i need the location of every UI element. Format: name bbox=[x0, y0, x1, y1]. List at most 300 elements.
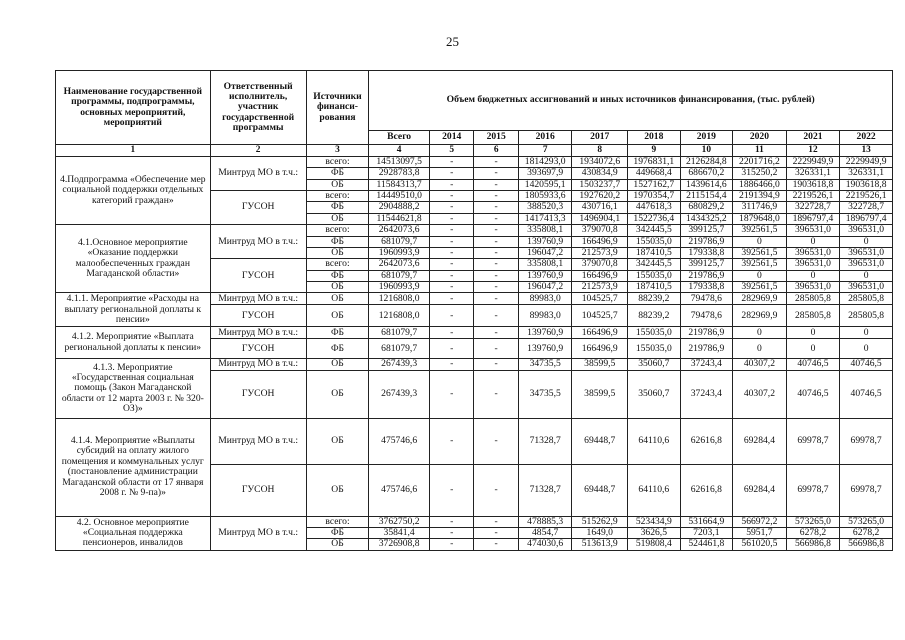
value-cell: 38599,5 bbox=[572, 370, 628, 418]
value-cell: 396531,0 bbox=[840, 225, 893, 236]
value-cell: 396531,0 bbox=[840, 259, 893, 270]
value-cell: 379070,8 bbox=[572, 259, 628, 270]
value-cell: - bbox=[429, 247, 473, 258]
value-cell: 0 bbox=[840, 236, 893, 247]
value-cell: 326331,1 bbox=[786, 168, 840, 179]
value-cell: 40746,5 bbox=[786, 359, 840, 370]
value-cell: - bbox=[474, 202, 518, 213]
source-cell: ФБ bbox=[306, 270, 369, 281]
value-cell: 393697,9 bbox=[518, 168, 572, 179]
value-cell: 449668,4 bbox=[628, 168, 681, 179]
source-cell: ОБ bbox=[306, 281, 369, 292]
value-cell: 573265,0 bbox=[786, 516, 840, 527]
column-number: 10 bbox=[680, 145, 733, 157]
value-cell: 379070,8 bbox=[572, 225, 628, 236]
value-cell: 478885,3 bbox=[518, 516, 572, 527]
value-cell: 64110,6 bbox=[628, 418, 681, 464]
value-cell: - bbox=[474, 327, 518, 339]
value-cell: 524461,8 bbox=[680, 539, 733, 550]
value-cell: 315250,2 bbox=[733, 168, 787, 179]
value-cell: 430834,9 bbox=[572, 168, 628, 179]
value-cell: 396531,0 bbox=[786, 259, 840, 270]
value-cell: 1970354,7 bbox=[628, 191, 681, 202]
value-cell: 71328,7 bbox=[518, 464, 572, 516]
value-cell: - bbox=[474, 293, 518, 305]
table-row bbox=[56, 157, 893, 168]
value-cell: 40307,2 bbox=[733, 370, 787, 418]
program-name: 4.Подпрограмма «Обеспечение мер социальной поддержки отдельных категорий граждан» bbox=[56, 157, 211, 225]
value-cell: 155035,0 bbox=[628, 270, 681, 281]
value-cell: 474030,6 bbox=[518, 539, 572, 550]
value-cell: - bbox=[429, 179, 473, 190]
value-cell: 139760,9 bbox=[518, 270, 572, 281]
value-cell: - bbox=[474, 528, 518, 539]
value-cell: 2642073,6 bbox=[369, 225, 430, 236]
value-cell: 1960993,9 bbox=[369, 281, 430, 292]
value-cell: 681079,7 bbox=[369, 270, 430, 281]
value-cell: - bbox=[429, 202, 473, 213]
value-cell: 37243,4 bbox=[680, 370, 733, 418]
value-cell: 392561,5 bbox=[733, 247, 787, 258]
value-cell: 1417413,3 bbox=[518, 213, 572, 224]
value-cell: 566986,8 bbox=[840, 539, 893, 550]
header-executor: Ответственный исполнитель, участник государственной программы bbox=[210, 71, 306, 145]
table-row bbox=[56, 418, 893, 464]
value-cell: 69978,7 bbox=[840, 464, 893, 516]
value-cell: 396531,0 bbox=[786, 281, 840, 292]
program-name: 4.2. Основное мероприятие «Социальная поддержка пенсионеров, инвалидов bbox=[56, 516, 211, 550]
value-cell: 88239,2 bbox=[628, 293, 681, 305]
source-cell: ФБ bbox=[306, 236, 369, 247]
value-cell: 1503237,7 bbox=[572, 179, 628, 190]
page-number: 25 bbox=[446, 34, 459, 49]
source-cell: ОБ bbox=[306, 359, 369, 370]
value-cell: 38599,5 bbox=[572, 359, 628, 370]
source-cell: ОБ bbox=[306, 293, 369, 305]
value-cell: 399125,7 bbox=[680, 225, 733, 236]
value-cell: 34735,5 bbox=[518, 370, 572, 418]
value-cell: 392561,5 bbox=[733, 259, 787, 270]
value-cell: 69978,7 bbox=[786, 418, 840, 464]
executor-cell: Минтруд МО в т.ч.: bbox=[210, 516, 306, 550]
executor-cell: Минтруд МО в т.ч.: bbox=[210, 157, 306, 191]
value-cell: 35060,7 bbox=[628, 359, 681, 370]
table-row bbox=[56, 293, 893, 305]
value-cell: 1814293,0 bbox=[518, 157, 572, 168]
source-cell: всего: bbox=[306, 225, 369, 236]
value-cell: 2115154,4 bbox=[680, 191, 733, 202]
column-number: 4 bbox=[369, 145, 430, 157]
value-cell: 71328,7 bbox=[518, 418, 572, 464]
value-cell: 212573,9 bbox=[572, 281, 628, 292]
value-cell: 2201716,2 bbox=[733, 157, 787, 168]
value-cell: - bbox=[474, 370, 518, 418]
value-cell: 475746,6 bbox=[369, 418, 430, 464]
value-cell: 311746,9 bbox=[733, 202, 787, 213]
value-cell: 40746,5 bbox=[840, 370, 893, 418]
value-cell: 40746,5 bbox=[840, 359, 893, 370]
value-cell: 681079,7 bbox=[369, 327, 430, 339]
column-number: 6 bbox=[474, 145, 518, 157]
value-cell: 69448,7 bbox=[572, 418, 628, 464]
value-cell: 11584313,7 bbox=[369, 179, 430, 190]
value-cell: - bbox=[474, 213, 518, 224]
value-cell: 1496904,1 bbox=[572, 213, 628, 224]
source-cell: всего: bbox=[306, 157, 369, 168]
table-row bbox=[56, 327, 893, 339]
header-year: 2020 bbox=[733, 131, 787, 145]
value-cell: 5951,7 bbox=[733, 528, 787, 539]
value-cell: 681079,7 bbox=[369, 236, 430, 247]
value-cell: 1896797,4 bbox=[786, 213, 840, 224]
value-cell: - bbox=[474, 247, 518, 258]
value-cell: 104525,7 bbox=[572, 305, 628, 327]
value-cell: 2219526,1 bbox=[840, 191, 893, 202]
value-cell: 139760,9 bbox=[518, 327, 572, 339]
executor-cell: ГУСОН bbox=[210, 339, 306, 359]
value-cell: 267439,3 bbox=[369, 370, 430, 418]
value-cell: 0 bbox=[733, 236, 787, 247]
value-cell: 285805,8 bbox=[840, 293, 893, 305]
value-cell: 2904888,2 bbox=[369, 202, 430, 213]
header-source: Источники финанси-рования bbox=[306, 71, 369, 145]
value-cell: - bbox=[429, 528, 473, 539]
source-cell: ОБ bbox=[306, 539, 369, 550]
value-cell: 392561,5 bbox=[733, 225, 787, 236]
value-cell: 1976831,1 bbox=[628, 157, 681, 168]
value-cell: 566972,2 bbox=[733, 516, 787, 527]
value-cell: 447618,3 bbox=[628, 202, 681, 213]
value-cell: 686670,2 bbox=[680, 168, 733, 179]
value-cell: 2229949,9 bbox=[840, 157, 893, 168]
value-cell: 0 bbox=[786, 339, 840, 359]
value-cell: 1927620,2 bbox=[572, 191, 628, 202]
value-cell: 0 bbox=[733, 339, 787, 359]
column-number: 3 bbox=[306, 145, 369, 157]
executor-cell: ГУСОН bbox=[210, 191, 306, 225]
executor-cell: ГУСОН bbox=[210, 259, 306, 293]
value-cell: 285805,8 bbox=[786, 305, 840, 327]
column-number: 13 bbox=[840, 145, 893, 157]
value-cell: 1434325,2 bbox=[680, 213, 733, 224]
value-cell: - bbox=[429, 225, 473, 236]
value-cell: - bbox=[429, 327, 473, 339]
value-cell: 34735,5 bbox=[518, 359, 572, 370]
header-year: Всего bbox=[369, 131, 430, 145]
column-number: 7 bbox=[518, 145, 572, 157]
value-cell: 166496,9 bbox=[572, 339, 628, 359]
value-cell: 1886466,0 bbox=[733, 179, 787, 190]
value-cell: 219786,9 bbox=[680, 270, 733, 281]
executor-cell: Минтруд МО в т.ч.: bbox=[210, 327, 306, 339]
value-cell: 69978,7 bbox=[840, 418, 893, 464]
value-cell: - bbox=[429, 157, 473, 168]
value-cell: 11544621,8 bbox=[369, 213, 430, 224]
value-cell: 322728,7 bbox=[840, 202, 893, 213]
value-cell: - bbox=[474, 305, 518, 327]
value-cell: - bbox=[474, 157, 518, 168]
value-cell: - bbox=[474, 418, 518, 464]
value-cell: 219786,9 bbox=[680, 339, 733, 359]
value-cell: 2219526,1 bbox=[786, 191, 840, 202]
value-cell: - bbox=[429, 464, 473, 516]
value-cell: 2642073,6 bbox=[369, 259, 430, 270]
value-cell: 3626,5 bbox=[628, 528, 681, 539]
value-cell: 282969,9 bbox=[733, 305, 787, 327]
value-cell: 155035,0 bbox=[628, 339, 681, 359]
value-cell: - bbox=[429, 191, 473, 202]
value-cell: 0 bbox=[840, 270, 893, 281]
value-cell: - bbox=[429, 281, 473, 292]
value-cell: 1805933,6 bbox=[518, 191, 572, 202]
value-cell: 62616,8 bbox=[680, 464, 733, 516]
source-cell: ФБ bbox=[306, 202, 369, 213]
value-cell: 1527162,7 bbox=[628, 179, 681, 190]
value-cell: - bbox=[429, 516, 473, 527]
value-cell: 79478,6 bbox=[680, 305, 733, 327]
value-cell: 179338,8 bbox=[680, 281, 733, 292]
column-number: 11 bbox=[733, 145, 787, 157]
value-cell: 399125,7 bbox=[680, 259, 733, 270]
value-cell: 7203,1 bbox=[680, 528, 733, 539]
executor-cell: Минтруд МО в т.ч.: bbox=[210, 293, 306, 305]
value-cell: 1934072,6 bbox=[572, 157, 628, 168]
column-number: 9 bbox=[628, 145, 681, 157]
value-cell: 680829,2 bbox=[680, 202, 733, 213]
value-cell: - bbox=[429, 539, 473, 550]
source-cell: ОБ bbox=[306, 370, 369, 418]
source-cell: ОБ bbox=[306, 213, 369, 224]
value-cell: - bbox=[429, 236, 473, 247]
value-cell: 1960993,9 bbox=[369, 247, 430, 258]
column-number: 1 bbox=[56, 145, 211, 157]
header-funding-group: Объем бюджетных ассигнований и иных источников финансирования, (тыс. рублей) bbox=[369, 71, 893, 131]
value-cell: 388520,3 bbox=[518, 202, 572, 213]
value-cell: 1896797,4 bbox=[840, 213, 893, 224]
value-cell: 396531,0 bbox=[840, 247, 893, 258]
source-cell: ФБ bbox=[306, 339, 369, 359]
program-name: 4.1.3. Мероприятие «Государственная социальная помощь (Закон Магаданской области от 12 марта 2003 г. № 320-ОЗ)» bbox=[56, 359, 211, 418]
value-cell: - bbox=[429, 213, 473, 224]
source-cell: всего: bbox=[306, 516, 369, 527]
value-cell: 166496,9 bbox=[572, 270, 628, 281]
value-cell: - bbox=[429, 339, 473, 359]
value-cell: 3762750,2 bbox=[369, 516, 430, 527]
header-year: 2018 bbox=[628, 131, 681, 145]
value-cell: 0 bbox=[786, 236, 840, 247]
header-name: Наименование государственной программы, подпрограммы, основных мероприятий, мероприятий bbox=[56, 71, 211, 145]
value-cell: 519808,4 bbox=[628, 539, 681, 550]
value-cell: 14449510,0 bbox=[369, 191, 430, 202]
source-cell: ОБ bbox=[306, 418, 369, 464]
value-cell: 196047,2 bbox=[518, 247, 572, 258]
value-cell: 475746,6 bbox=[369, 464, 430, 516]
value-cell: 69978,7 bbox=[786, 464, 840, 516]
header-year: 2016 bbox=[518, 131, 572, 145]
value-cell: 335808,1 bbox=[518, 259, 572, 270]
program-name: 4.1.Основное мероприятие «Оказание поддержки малообеспеченных граждан Магаданской области» bbox=[56, 225, 211, 293]
source-cell: ФБ bbox=[306, 327, 369, 339]
value-cell: 573265,0 bbox=[840, 516, 893, 527]
executor-cell: ГУСОН bbox=[210, 305, 306, 327]
value-cell: 35060,7 bbox=[628, 370, 681, 418]
value-cell: - bbox=[429, 418, 473, 464]
value-cell: 187410,5 bbox=[628, 247, 681, 258]
header-year: 2015 bbox=[474, 131, 518, 145]
value-cell: 282969,9 bbox=[733, 293, 787, 305]
value-cell: - bbox=[474, 179, 518, 190]
value-cell: - bbox=[429, 259, 473, 270]
value-cell: 1879648,0 bbox=[733, 213, 787, 224]
value-cell: 69284,4 bbox=[733, 464, 787, 516]
value-cell: 166496,9 bbox=[572, 236, 628, 247]
value-cell: 64110,6 bbox=[628, 464, 681, 516]
executor-cell: Минтруд МО в т.ч.: bbox=[210, 225, 306, 259]
value-cell: 515262,9 bbox=[572, 516, 628, 527]
value-cell: 561020,5 bbox=[733, 539, 787, 550]
value-cell: 6278,2 bbox=[786, 528, 840, 539]
value-cell: 1216808,0 bbox=[369, 293, 430, 305]
value-cell: 1649,0 bbox=[572, 528, 628, 539]
value-cell: 285805,8 bbox=[786, 293, 840, 305]
value-cell: 40746,5 bbox=[786, 370, 840, 418]
value-cell: - bbox=[474, 168, 518, 179]
value-cell: 0 bbox=[786, 270, 840, 281]
value-cell: 219786,9 bbox=[680, 236, 733, 247]
value-cell: 267439,3 bbox=[369, 359, 430, 370]
value-cell: 0 bbox=[840, 339, 893, 359]
table-row bbox=[56, 516, 893, 527]
value-cell: 1216808,0 bbox=[369, 305, 430, 327]
value-cell: 35841,4 bbox=[369, 528, 430, 539]
header-year: 2022 bbox=[840, 131, 893, 145]
value-cell: 342445,5 bbox=[628, 225, 681, 236]
executor-cell: ГУСОН bbox=[210, 464, 306, 516]
value-cell: 212573,9 bbox=[572, 247, 628, 258]
value-cell: - bbox=[474, 339, 518, 359]
value-cell: 179338,8 bbox=[680, 247, 733, 258]
value-cell: 155035,0 bbox=[628, 236, 681, 247]
value-cell: 1420595,1 bbox=[518, 179, 572, 190]
value-cell: - bbox=[429, 359, 473, 370]
value-cell: 89983,0 bbox=[518, 293, 572, 305]
value-cell: 322728,7 bbox=[786, 202, 840, 213]
value-cell: 89983,0 bbox=[518, 305, 572, 327]
value-cell: 6278,2 bbox=[840, 528, 893, 539]
value-cell: 326331,1 bbox=[840, 168, 893, 179]
executor-cell: Минтруд МО в т.ч.: bbox=[210, 418, 306, 464]
column-number: 12 bbox=[786, 145, 840, 157]
value-cell: 0 bbox=[733, 270, 787, 281]
executor-cell: Минтруд МО в т.ч.: bbox=[210, 359, 306, 370]
value-cell: 37243,4 bbox=[680, 359, 733, 370]
value-cell: 513613,9 bbox=[572, 539, 628, 550]
value-cell: 79478,6 bbox=[680, 293, 733, 305]
value-cell: 531664,9 bbox=[680, 516, 733, 527]
value-cell: - bbox=[474, 539, 518, 550]
source-cell: всего: bbox=[306, 191, 369, 202]
table-row bbox=[56, 359, 893, 370]
value-cell: - bbox=[429, 270, 473, 281]
executor-cell: ГУСОН bbox=[210, 370, 306, 418]
column-number: 2 bbox=[210, 145, 306, 157]
value-cell: 14513097,5 bbox=[369, 157, 430, 168]
value-cell: 396531,0 bbox=[786, 225, 840, 236]
value-cell: 342445,5 bbox=[628, 259, 681, 270]
source-cell: ОБ bbox=[306, 305, 369, 327]
value-cell: 2191394,9 bbox=[733, 191, 787, 202]
value-cell: 396531,0 bbox=[840, 281, 893, 292]
value-cell: 0 bbox=[786, 327, 840, 339]
source-cell: ОБ bbox=[306, 464, 369, 516]
value-cell: 88239,2 bbox=[628, 305, 681, 327]
value-cell: 1439614,6 bbox=[680, 179, 733, 190]
value-cell: - bbox=[474, 236, 518, 247]
value-cell: 1903618,8 bbox=[786, 179, 840, 190]
value-cell: - bbox=[429, 293, 473, 305]
value-cell: 166496,9 bbox=[572, 327, 628, 339]
header-year: 2019 bbox=[680, 131, 733, 145]
value-cell: 139760,9 bbox=[518, 339, 572, 359]
value-cell: 523434,9 bbox=[628, 516, 681, 527]
value-cell: 0 bbox=[733, 327, 787, 339]
source-cell: ОБ bbox=[306, 247, 369, 258]
value-cell: 335808,1 bbox=[518, 225, 572, 236]
column-number: 5 bbox=[429, 145, 473, 157]
value-cell: 196047,2 bbox=[518, 281, 572, 292]
header-year: 2014 bbox=[429, 131, 473, 145]
value-cell: 3726908,8 bbox=[369, 539, 430, 550]
program-name: 4.1.2. Мероприятие «Выплата региональной доплаты к пенсии» bbox=[56, 327, 211, 359]
value-cell: - bbox=[474, 281, 518, 292]
value-cell: 396531,0 bbox=[786, 247, 840, 258]
value-cell: 2928783,8 bbox=[369, 168, 430, 179]
value-cell: - bbox=[474, 516, 518, 527]
value-cell: 0 bbox=[840, 327, 893, 339]
value-cell: - bbox=[474, 464, 518, 516]
value-cell: 2126284,8 bbox=[680, 157, 733, 168]
source-cell: ОБ bbox=[306, 179, 369, 190]
value-cell: 69448,7 bbox=[572, 464, 628, 516]
value-cell: 69284,4 bbox=[733, 418, 787, 464]
value-cell: 1522736,4 bbox=[628, 213, 681, 224]
value-cell: 187410,5 bbox=[628, 281, 681, 292]
value-cell: 566986,8 bbox=[786, 539, 840, 550]
value-cell: - bbox=[429, 168, 473, 179]
value-cell: 139760,9 bbox=[518, 236, 572, 247]
value-cell: 219786,9 bbox=[680, 327, 733, 339]
column-number: 8 bbox=[572, 145, 628, 157]
value-cell: 285805,8 bbox=[840, 305, 893, 327]
value-cell: 155035,0 bbox=[628, 327, 681, 339]
source-cell: всего: bbox=[306, 259, 369, 270]
value-cell: 2229949,9 bbox=[786, 157, 840, 168]
value-cell: - bbox=[474, 359, 518, 370]
value-cell: 62616,8 bbox=[680, 418, 733, 464]
value-cell: 392561,5 bbox=[733, 281, 787, 292]
value-cell: 1903618,8 bbox=[840, 179, 893, 190]
value-cell: 681079,7 bbox=[369, 339, 430, 359]
source-cell: ФБ bbox=[306, 168, 369, 179]
value-cell: 430716,1 bbox=[572, 202, 628, 213]
budget-table bbox=[55, 70, 893, 551]
value-cell: - bbox=[429, 305, 473, 327]
value-cell: 40307,2 bbox=[733, 359, 787, 370]
value-cell: - bbox=[474, 225, 518, 236]
value-cell: - bbox=[429, 370, 473, 418]
program-name: 4.1.1. Мероприятие «Расходы на выплату региональной доплаты к пенсии» bbox=[56, 293, 211, 327]
value-cell: - bbox=[474, 270, 518, 281]
